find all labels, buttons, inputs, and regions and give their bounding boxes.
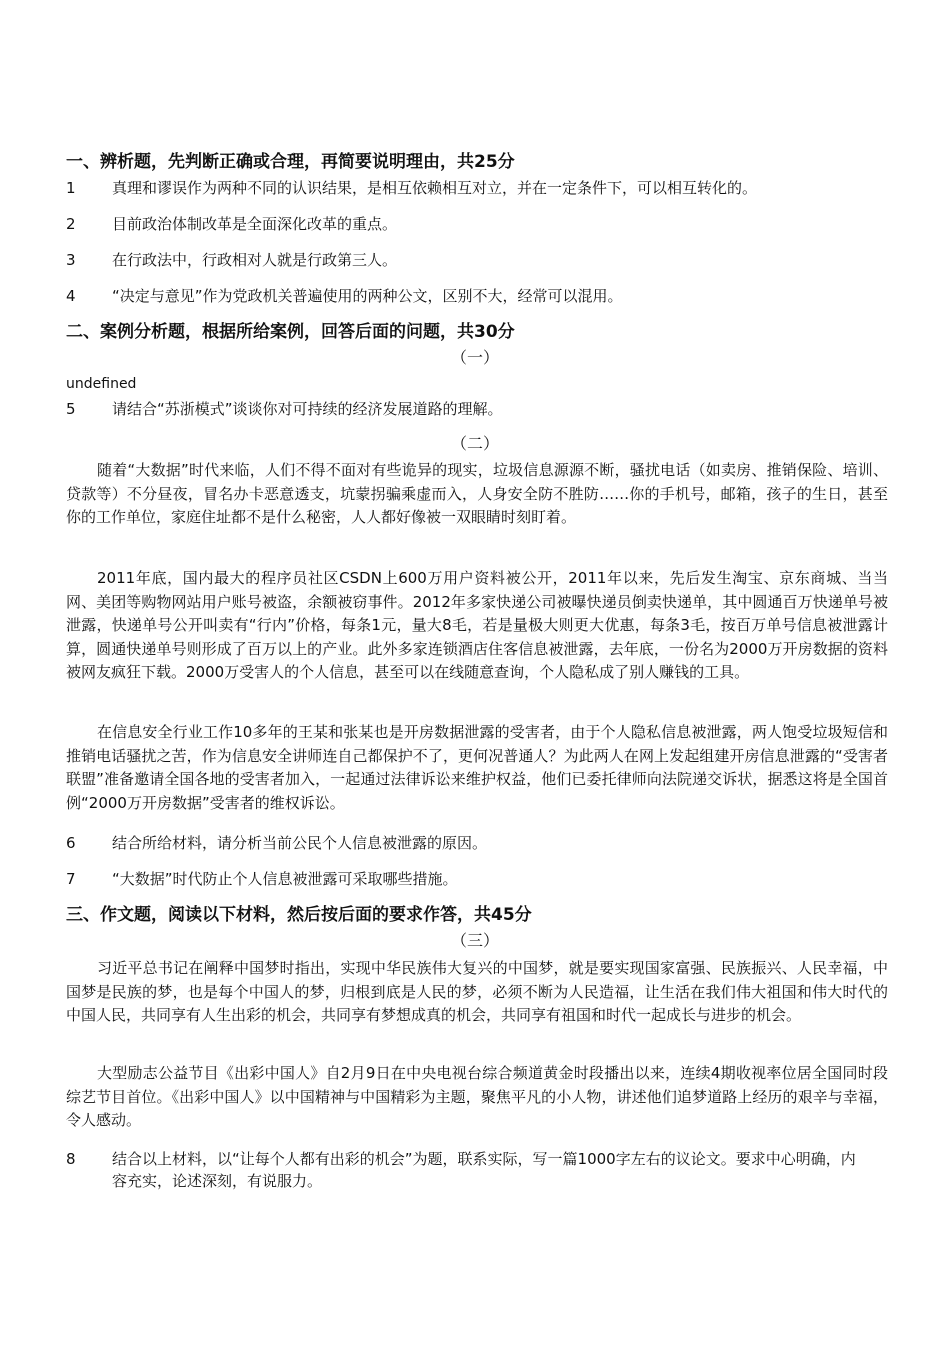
- question-number: 7: [66, 870, 76, 888]
- case-2-paragraph-1: 随着“大数据”时代来临，人们不得不面对有些诡异的现实，垃圾信息源源不断，骚扰电话（如卖房、推销保险、培训、贷款等）不分昼夜，冒名办卡恶意透支，坑蒙拐骗乘虚而入，人身安全防不胜防……你的手机号，邮箱，孩子的生日，甚至你的工作单位，家庭住址都不是什么秘密，人人都好像被一双眼睛时刻盯着。: [66, 461, 888, 526]
- question-7: [66, 868, 866, 890]
- question-4: [66, 285, 866, 307]
- question-8: [66, 1148, 856, 1192]
- question-number: 6: [66, 834, 76, 852]
- case-2-paragraph-2: 2011年底，国内最大的程序员社区CSDN上600万用户资料被公开，2011年以来，先后发生淘宝、京东商城、当当网、美团等购物网站用户账号被盗，余额被窃事件。2012年多家快递公司被曝快递员倒卖快递单，其中圆通百万快递单号被泄露，快递单号公开叫卖有“行内”价格，每条1元，量大8毛，若是量极大则更大优惠，每条3毛，按百万单号信息被泄露计算，圆通快递单号则形成了百万以上的产业。此外多家连锁酒店住客信息被泄露，去年底，一份名为2000万开房数据的资料被网友疯狂下载。2000万受害人的个人信息，甚至可以在线随意查询，个人隐私成了别人赚钱的工具。: [66, 569, 888, 681]
- question-text: “决定与意见”作为党政机关普遍使用的两种公文，区别不大，经常可以混用。: [112, 287, 623, 305]
- section-3-heading: 三、作文题，阅读以下材料，然后按后面的要求作答，共45分: [66, 905, 532, 925]
- case-1-body: undefined: [66, 376, 137, 392]
- question-5: [66, 398, 866, 420]
- question-text: 目前政治体制改革是全面深化改革的重点。: [112, 215, 398, 233]
- question-number: 8: [66, 1150, 76, 1168]
- question-text: 结合以上材料，以“让每个人都有出彩的机会”为题，联系实际，写一篇1000字左右的议论文。要求中心明确，内容充实，论述深刻，有说服力。: [112, 1150, 856, 1190]
- question-number: 4: [66, 287, 76, 305]
- question-text: 请结合“苏浙模式”谈谈你对可持续的经济发展道路的理解。: [112, 400, 503, 418]
- question-number: 3: [66, 251, 76, 269]
- question-2: [66, 213, 866, 235]
- question-text: 结合所给材料，请分析当前公民个人信息被泄露的原因。: [112, 834, 488, 852]
- question-1: [66, 177, 866, 199]
- question-number: 2: [66, 215, 76, 233]
- question-text: “大数据”时代防止个人信息被泄露可采取哪些措施。: [112, 870, 458, 888]
- question-6: [66, 832, 866, 854]
- question-number: 1: [66, 179, 76, 197]
- question-3: [66, 249, 866, 271]
- case-1-label: （一）: [450, 348, 499, 367]
- case-3-paragraph-2: 大型励志公益节目《出彩中国人》自2月9日在中央电视台综合频道黄金时段播出以来，连续4期收视率位居全国同时段综艺节目首位。《出彩中国人》以中国精神与中国精彩为主题，聚焦平凡的小人物，讲述他们追梦道路上经历的艰辛与幸福，令人感动。: [66, 1064, 888, 1129]
- case-2-label: （二）: [450, 434, 499, 453]
- case-3-label: （三）: [450, 931, 499, 950]
- case-2-paragraph-3: 在信息安全行业工作10多年的王某和张某也是开房数据泄露的受害者，由于个人隐私信息被泄露，两人饱受垃圾短信和推销电话骚扰之苦，作为信息安全讲师连自己都保护不了，更何况普通人？为此两人在网上发起组建开房信息泄露的“受害者联盟”准备邀请全国各地的受害者加入，一起通过法律诉讼来维护权益，他们已委托律师向法院递交诉状，据悉这将是全国首例“2000万开房数据”受害者的维权诉讼。: [66, 723, 888, 812]
- question-number: 5: [66, 400, 76, 418]
- question-text: 在行政法中，行政相对人就是行政第三人。: [112, 251, 398, 269]
- section-1-heading: 一、辨析题，先判断正确或合理，再简要说明理由，共25分: [66, 152, 515, 172]
- section-2-heading: 二、案例分析题，根据所给案例，回答后面的问题，共30分: [66, 322, 515, 342]
- case-3-paragraph-1: 习近平总书记在阐释中国梦时指出，实现中华民族伟大复兴的中国梦，就是要实现国家富强、民族振兴、人民幸福，中国梦是民族的梦，也是每个中国人的梦，归根到底是人民的梦，必须不断为人民造福，让生活在我们伟大祖国和伟大时代的中国人民，共同享有人生出彩的机会，共同享有梦想成真的机会，共同享有祖国和时代一起成长与进步的机会。: [66, 959, 888, 1024]
- question-text: 真理和谬误作为两种不同的认识结果，是相互依赖相互对立，并在一定条件下，可以相互转化的。: [112, 179, 758, 197]
